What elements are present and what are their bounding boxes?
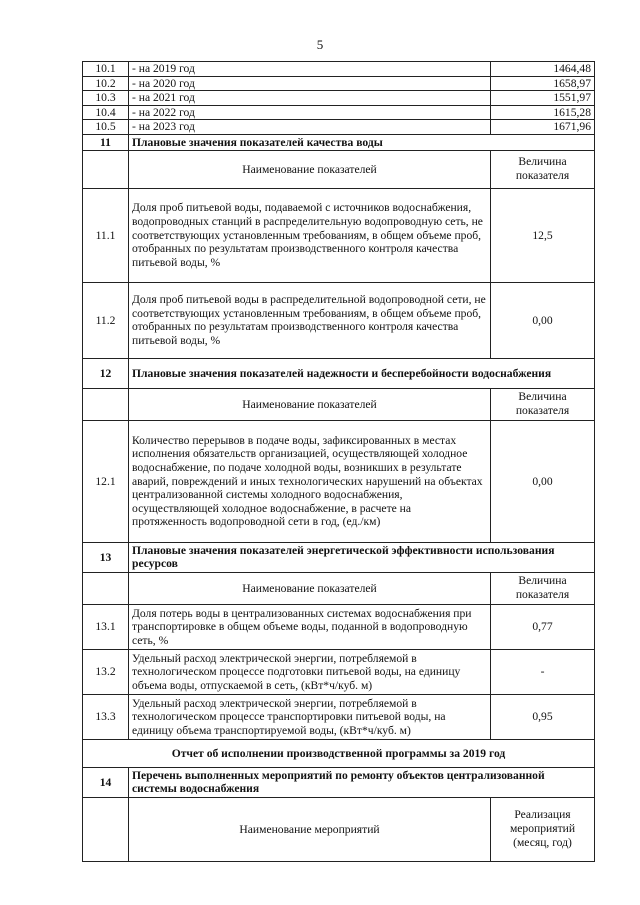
row-number: 11.1 <box>83 188 129 282</box>
section-number: 13 <box>83 542 129 572</box>
row-number: 13.3 <box>83 694 129 739</box>
row-number: 10.2 <box>83 76 129 91</box>
table-row <box>83 604 595 649</box>
row-text: Удельный расход электрической энергии, потребляемой в технологическом процессе подготовки питьевой воды, на единицу объема воды, отпускаемой в сеть, (кВт*ч/куб. м) <box>129 649 491 694</box>
row-label: - на 2023 год <box>129 120 491 135</box>
table-row <box>83 420 595 542</box>
table-row <box>83 76 595 91</box>
section-title: Перечень выполненных мероприятий по ремонту объектов централизованной системы водоснабжения <box>129 767 595 797</box>
row-text: Доля потерь воды в централизованных системах водоснабжения при транспортировке в общем объеме воды, поданной в водопроводную сеть, % <box>129 604 491 649</box>
table-row <box>83 120 595 135</box>
section-heading-row <box>83 542 595 572</box>
section-heading-row <box>83 767 595 797</box>
row-value: 1671,96 <box>491 120 595 135</box>
page-number: 5 <box>316 37 324 52</box>
row-value: 1615,28 <box>491 105 595 120</box>
row-number: 10.1 <box>83 62 129 77</box>
row-label: - на 2021 год <box>129 91 491 106</box>
row-number: 10.4 <box>83 105 129 120</box>
row-number: 10.5 <box>83 120 129 135</box>
column-header-row <box>83 572 595 604</box>
row-label: - на 2020 год <box>129 76 491 91</box>
row-value: 0,00 <box>491 282 595 358</box>
row-value: 0,77 <box>491 604 595 649</box>
row-text: Удельный расход электрической энергии, потребляемой в технологическом процессе транспортировки питьевой воды, на единицу объема транспортируемой воды, (кВт*ч/куб. м) <box>129 694 491 739</box>
table-row <box>83 282 595 358</box>
table-row <box>83 188 595 282</box>
row-text: Доля проб питьевой воды в распределительной водопроводной сети, не соответствующих установленным требованиям, в общем объеме проб, отобранных по результатам производственного контроля качества питьевой воды, % <box>129 282 491 358</box>
column-header-row <box>83 797 595 861</box>
column-header-row <box>83 388 595 420</box>
row-number: 12.1 <box>83 420 129 542</box>
row-label: - на 2022 год <box>129 105 491 120</box>
indicators-table <box>82 61 595 862</box>
column-header-name: Наименование показателей <box>129 150 491 188</box>
row-value: 1464,48 <box>491 62 595 77</box>
row-label: - на 2019 год <box>129 62 491 77</box>
column-header-value: Величина показателя <box>491 572 595 604</box>
row-number: 10.3 <box>83 91 129 106</box>
table-row <box>83 91 595 106</box>
column-header-value: Величина показателя <box>491 150 595 188</box>
table-row <box>83 105 595 120</box>
table-row <box>83 62 595 77</box>
row-value: 0,95 <box>491 694 595 739</box>
section-title: Плановые значения показателей качества воды <box>129 134 595 150</box>
section-heading-row <box>83 134 595 150</box>
column-header-name: Наименование показателей <box>129 572 491 604</box>
table-row <box>83 649 595 694</box>
column-header-name: Наименование мероприятий <box>129 797 491 861</box>
report-title: Отчет об исполнении производственной программы за 2019 год <box>83 739 595 767</box>
section-number: 11 <box>83 134 129 150</box>
row-text: Доля проб питьевой воды, подаваемой с источников водоснабжения, водопроводных станций в распределительную водопроводную сеть, не соответствующих установленным требованиям, в общем объеме проб, отобранных по результатам производственного контроля качества питьевой воды, % <box>129 188 491 282</box>
column-header-name: Наименование показателей <box>129 388 491 420</box>
row-number: 11.2 <box>83 282 129 358</box>
row-value: 0,00 <box>491 420 595 542</box>
row-text: Количество перерывов в подаче воды, зафиксированных в местах исполнения обязательств организацией, осуществляющей холодное водоснабжение, по подаче холодной воды, возникших в результате аварий, повреждений и иных технологических нарушений на объектах централизованной системы холодного водоснабжения, осуществляющей холодное водоснабжение, в расчете на протяженность водопроводной сети в год, (ед./км) <box>129 420 491 542</box>
column-header-row <box>83 150 595 188</box>
row-value: 12,5 <box>491 188 595 282</box>
section-heading-row <box>83 358 595 388</box>
section-number: 14 <box>83 767 129 797</box>
section-title: Плановые значения показателей энергетической эффективности использования ресурсов <box>129 542 595 572</box>
section-title: Плановые значения показателей надежности и бесперебойности водоснабжения <box>129 358 595 388</box>
report-title-row <box>83 739 595 767</box>
column-header-value: Величина показателя <box>491 388 595 420</box>
row-value: 1658,97 <box>491 76 595 91</box>
row-number: 13.2 <box>83 649 129 694</box>
row-number: 13.1 <box>83 604 129 649</box>
row-value: 1551,97 <box>491 91 595 106</box>
table-row <box>83 694 595 739</box>
column-header-value: Реализация мероприятий (месяц, год) <box>491 797 595 861</box>
row-value: - <box>491 649 595 694</box>
section-number: 12 <box>83 358 129 388</box>
